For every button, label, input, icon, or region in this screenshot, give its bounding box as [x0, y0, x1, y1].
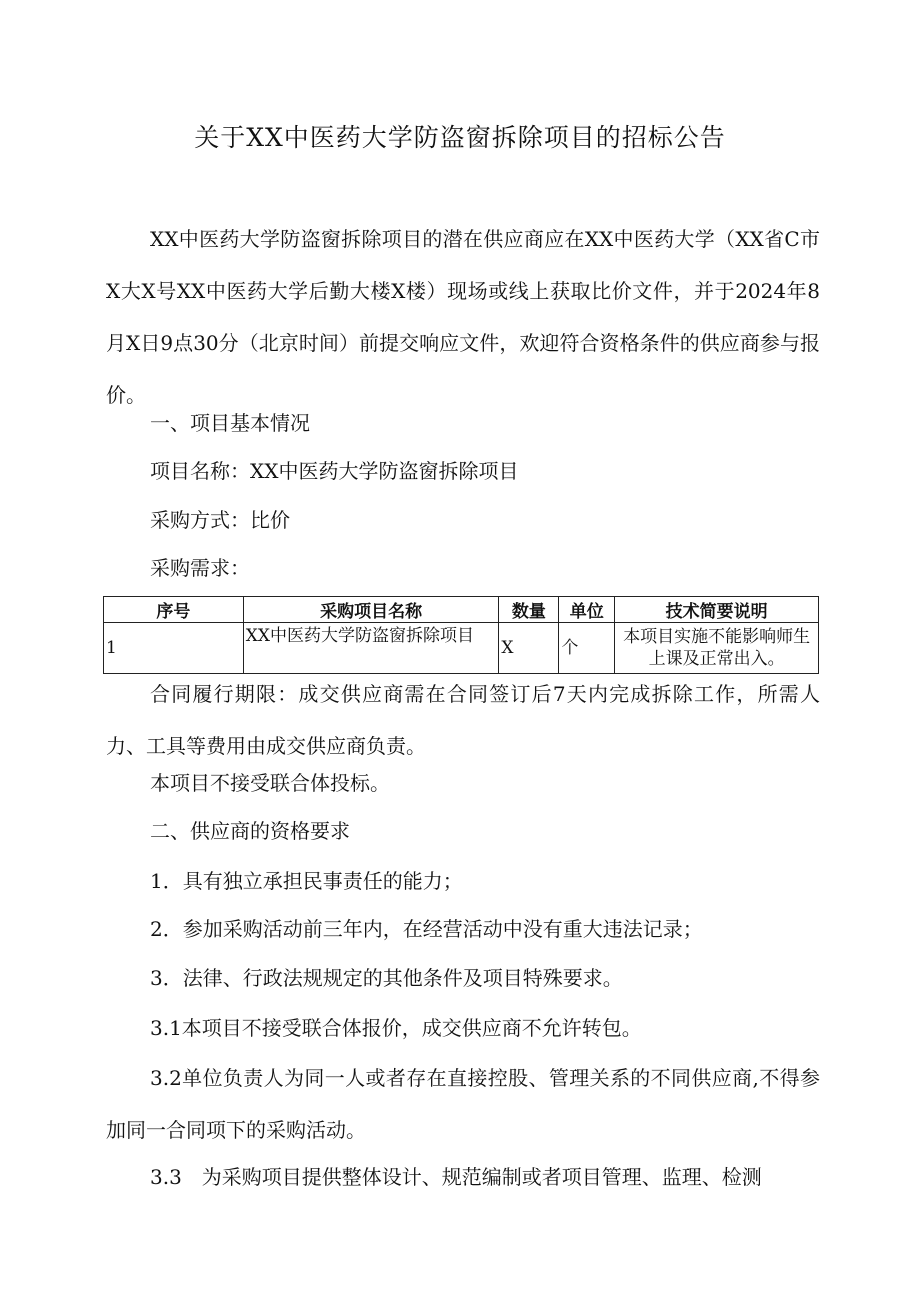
section2-heading: 二、供应商的资格要求 — [150, 819, 350, 843]
cell-name: XX中医药大学防盗窗拆除项目 — [243, 623, 499, 674]
requirement-2: 2．参加采购活动前三年内，在经营活动中没有重大违法记录； — [150, 917, 703, 941]
no-consortium-note: 本项目不接受联合体投标。 — [150, 771, 390, 795]
header-qty: 数量 — [499, 597, 559, 623]
procurement-table — [103, 596, 819, 674]
cell-no: 1 — [104, 623, 244, 674]
cell-desc: 本项目实施不能影响师生上课及正常出入。 — [615, 623, 819, 674]
project-name: 项目名称：XX中医药大学防盗窗拆除项目 — [150, 459, 519, 483]
requirement-3-1: 3.1本项目不接受联合体报价，成交供应商不允许转包。 — [150, 1016, 642, 1040]
contract-period: 合同履行期限：成交供应商需在合同签订后7天内完成拆除工作，所需人力、工具等费用由成交供应商负责。 — [106, 682, 820, 758]
procurement-method: 采购方式：比价 — [150, 508, 290, 532]
header-desc: 技术简要说明 — [615, 597, 819, 623]
table-row — [104, 623, 819, 674]
procurement-needs-label: 采购需求： — [150, 556, 250, 580]
page-title: 关于XX中医药大学防盗窗拆除项目的招标公告 — [194, 123, 726, 152]
header-name: 采购项目名称 — [243, 597, 499, 623]
section1-heading: 一、项目基本情况 — [150, 411, 310, 435]
requirement-3-3: 3.3 为采购项目提供整体设计、规范编制或者项目管理、监理、检测 — [150, 1165, 762, 1189]
requirement-3: 3．法律、行政法规规定的其他条件及项目特殊要求。 — [150, 966, 623, 990]
cell-unit: 个 — [559, 623, 615, 674]
header-no: 序号 — [104, 597, 244, 623]
header-unit: 单位 — [559, 597, 615, 623]
requirement-3-2: 3.2单位负责人为同一人或者存在直接控股、管理关系的不同供应商,不得参加同一合同项下的采购活动。 — [106, 1066, 820, 1142]
cell-qty: X — [499, 623, 559, 674]
intro-paragraph: XX中医药大学防盗窗拆除项目的潜在供应商应在XX中医药大学（XX省C市X大X号XX中医药大学后勤大楼X楼）现场或线上获取比价文件，并于2024年8月X日9点30分（北京时间）前提交响应文件，欢迎符合资格条件的供应商参与报价。 — [106, 227, 820, 407]
requirement-1: 1．具有独立承担民事责任的能力； — [150, 869, 463, 893]
table-header-row — [104, 597, 819, 623]
